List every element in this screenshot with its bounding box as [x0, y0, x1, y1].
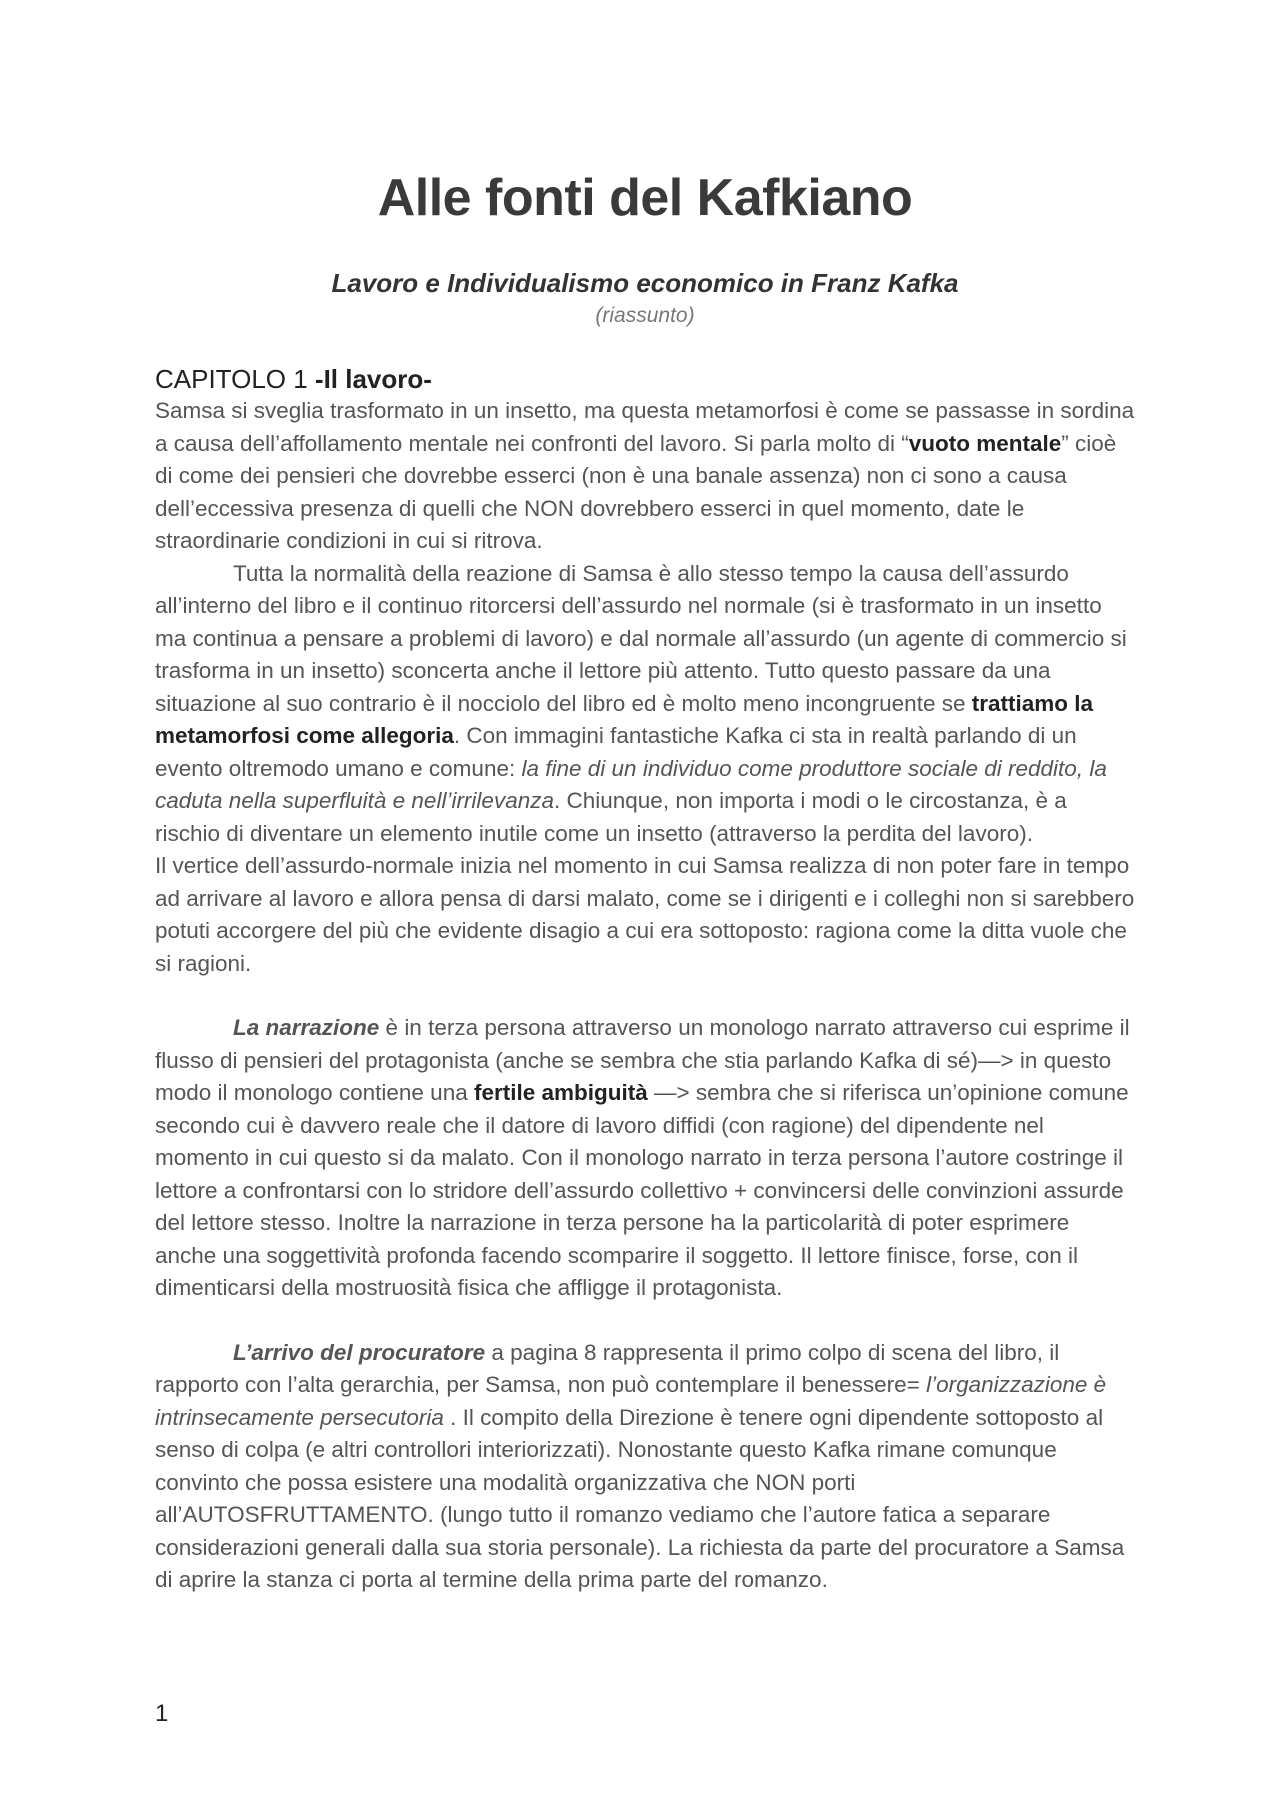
document-title: Alle fonti del Kafkiano — [377, 169, 913, 227]
paragraph-5-text-d: . Il compito della Direzione è tenere ogni dipendente sottoposto al senso di colpa (e altri controllori interiorizzati). Nonostante questo Kafka rimane comunque convinto che possa esistere una modalità organizzativa che NON porti all’AUTOSFRUTTAMENTO. (lungo tutto il romanzo vediamo che l’autore fatica a separare considerazioni generali dalla sua storia personale). La richiesta da parte del procuratore a Samsa di aprire la stanza ci porta al termine della prima parte del romanzo. — [155, 1404, 1125, 1593]
chapter-heading — [155, 364, 1135, 395]
paragraph-5-italic: l’organizzazione è intrinsecamente persecutoria — [155, 1372, 1107, 1430]
paragraph-2-text-e: . Chiunque, non importa i modi o le circostanza, è a rischio di diventare un elemento inutile come un insetto (attraverso la perdita del lavoro). — [155, 788, 1067, 846]
document-note: (riassunto) — [595, 304, 695, 328]
paragraph-5-text-b: a pagina 8 rappresenta il primo colpo di scena del libro, il rapporto con l’alta gerarchia, per Samsa, non può contemplare il benessere= — [155, 1339, 1060, 1398]
paragraph-4-heading: La narrazione — [233, 1015, 380, 1041]
paragraph-1-text-c: ” cioè di come dei pensieri che dovrebbe esserci (non è una banale assenza) non ci sono a causa dell’eccessiva presenza di quelli che NON dovrebbero esserci in quel momento, date le straordinarie condizioni in cui si ritrova. — [155, 430, 1117, 554]
paragraph-5-heading: L’arrivo del procuratore — [233, 1339, 486, 1365]
paragraph-3-text: Il vertice dell’assurdo-normale inizia nel momento in cui Samsa realizza di non poter fare in tempo ad arrivare al lavoro e allora pensa di darsi malato, come se i dirigenti e i colleghi non si sarebbero potuti accorgere del più che evidente disagio a cui era sottoposto: ragiona come la ditta vuole che si ragioni. — [155, 853, 1135, 976]
chapter-name: -Il lavoro- — [307, 364, 432, 395]
paragraph-4-text-b: è in terza persona attraverso un monologo narrato attraverso cui esprime il flusso di pensieri del protagonista (anche se sembra che stia parlando Kafka di sé)—> in questo modo il monologo contiene una — [155, 1015, 1130, 1106]
paragraph-1-text-a: Samsa si sveglia trasformato in un insetto, ma questa metamorfosi è come se passasse in sordina a causa dell’affollamento mentale nei confronti del lavoro. Si parla molto di “ — [155, 398, 1135, 456]
paragraph-gap — [155, 1305, 1135, 1337]
paragraph-4-text-d: —> sembra che si riferisca un’opinione comune secondo cui è davvero reale che il datore di lavoro diffidi (con ragione) del dipendente nel momento in cui questo si da malato. Con il monologo narrato in terza persona l’autore costringe il lettore a confrontarsi con lo stridore dell’assurdo collettivo + convincersi delle convinzioni assurde del lettore stesso. Inoltre la narrazione in terza persone ha la particolarità di poter esprimere anche una soggettività profonda facendo scomparire il soggetto. Il lettore finisce, forse, con il dimenticarsi della mostruosità fisica che affligge il protagonista. — [155, 1080, 1129, 1301]
document-subtitle: Lavoro e Individualismo economico in Franz Kafka — [331, 268, 959, 299]
paragraph-5 — [155, 1337, 1135, 1597]
chapter-label: CAPITOLO 1 — [155, 364, 308, 395]
paragraph-1 — [155, 395, 1135, 558]
document-page — [155, 170, 1135, 1597]
paragraph-gap — [155, 980, 1135, 1012]
paragraph-2-italic: la fine di un individuo come produttore sociale di reddito, la caduta nella superfluità e nell’irrilevanza — [155, 755, 1107, 814]
page-number: 1 — [155, 1700, 169, 1727]
paragraph-1-bold: vuoto mentale — [908, 430, 1062, 456]
paragraph-3 — [155, 850, 1135, 980]
paragraph-4 — [155, 1012, 1135, 1305]
paragraph-4-bold: fertile ambiguità — [473, 1080, 648, 1106]
paragraph-2-bold: trattiamo la metamorfosi come allegoria — [155, 690, 1094, 749]
paragraph-2-text-c: . Con immagini fantastiche Kafka ci sta in realtà parlando di un evento oltremodo umano e comune: — [155, 723, 1077, 781]
paragraph-2-text-a: Tutta la normalità della reazione di Samsa è allo stesso tempo la causa dell’assurdo all’interno del libro e il continuo ritorcersi dell’assurdo nel normale (si è trasformato in un insetto ma continua a pensare a problemi di lavoro) e dal normale all’assurdo (un agente di commercio si trasforma in un insetto) sconcerta anche il lettore più attento. Tutto questo passare da una situazione al suo contrario è il nocciolo del libro ed è molto meno incongruente se — [155, 560, 1127, 716]
paragraph-2 — [155, 558, 1135, 851]
